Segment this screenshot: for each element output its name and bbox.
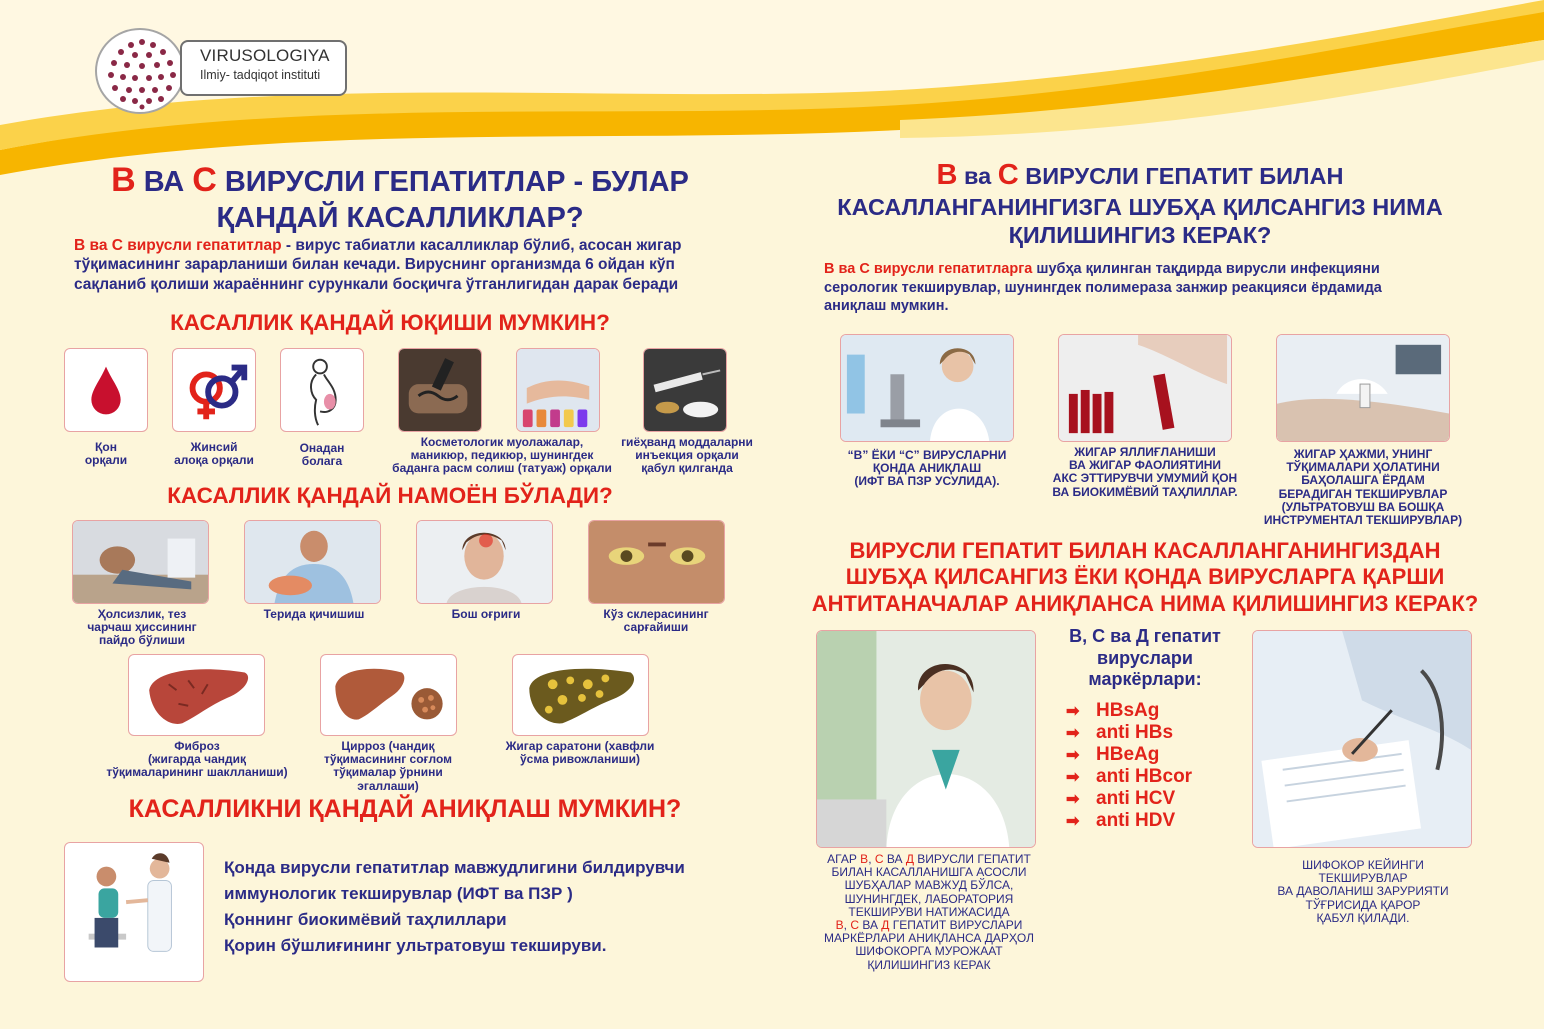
caption-line: ЖИГАР ЯЛЛИҒЛАНИШИ (1074, 445, 1216, 459)
transmission-caption-3 (280, 442, 364, 468)
transmission-caption-4 (378, 436, 626, 476)
intro-text3: сақланиб қолиши жараённинг сурункали босқичга ўтганлигидан дарак беради (74, 275, 679, 293)
title-and: ВА (143, 166, 185, 198)
symptom-caption-1 (62, 608, 222, 648)
arrow-right-icon: ➡ (1066, 769, 1080, 786)
right-intro-text1: шубҳа қилинган тақдирда вирусли инфекцияни (1032, 261, 1380, 277)
blood-tile (64, 348, 148, 432)
caption-line: ВА ЖИГАР ФАОЛИЯТИНИ (1069, 458, 1221, 473)
manicure-tile (516, 348, 600, 432)
headache-tile (416, 520, 553, 604)
right-title-and: ва (964, 163, 992, 189)
caption-line: гиёҳванд моддаларни (621, 435, 753, 449)
action-question (790, 538, 1500, 617)
detection-list (224, 858, 685, 962)
caption-line: ҚИЛИШИНГИЗ КЕРАК (867, 957, 991, 972)
caption-line: тўқималар ўрнини (333, 765, 443, 780)
caption-text: ВИРУСЛИ ГЕПАТИТ (913, 852, 1031, 866)
caption-line: (УЛЬТРАТОВУШ ВА БОШҚА (1281, 499, 1445, 514)
doctor-consultation-photo (817, 631, 1035, 847)
marker-label: anti HCV (1096, 788, 1176, 809)
marker-item (1066, 810, 1192, 832)
detection-line-3: Қоннинг биокимёвий таҳлиллари (224, 910, 507, 929)
marker-item (1066, 700, 1192, 722)
intro-highlight: В ва С вирусли гепатитлар (74, 237, 282, 254)
marker-item (1066, 788, 1192, 810)
caption-letter-d: Д (905, 852, 914, 866)
marker-label: HBsAg (1096, 700, 1160, 721)
right-title-letter-c: С (997, 159, 1019, 191)
cirrhosis-tile (320, 654, 457, 736)
caption-letter-c: С (874, 852, 884, 866)
left-intro (74, 236, 754, 294)
caption-line: “В” ЁКИ “С” ВИРУСЛАРНИ (847, 448, 1007, 462)
marker-label: anti HBcor (1096, 766, 1193, 787)
caption-line: тўқимасининг соғлом (323, 752, 453, 767)
headache-photo (417, 521, 552, 603)
caption-line: Жинсий (190, 440, 238, 454)
caption-line: ИНСТРУМЕНТАЛ ТЕКШИРУВЛАР) (1263, 512, 1463, 527)
caption-line: орқали (84, 453, 128, 468)
drugs-tile (643, 348, 727, 432)
logo-emblem (95, 28, 185, 114)
detection-line-4: Қорин бўшлиғининг ультратовуш текшируви. (224, 936, 607, 955)
caption-and: ВА (859, 917, 882, 932)
caption-line: ТЎҒРИСИДА ҚАРОР (1305, 897, 1421, 912)
blood-drop-icon (65, 349, 147, 431)
caption-line: АКС ЭТТИРУВЧИ УМУМИЙ ҚОН (1052, 471, 1238, 486)
marker-item (1066, 744, 1192, 766)
caption-line: ТЕКШИРУВИ НАТИЖАСИДА (848, 904, 1010, 919)
blood-tubes-photo (1059, 335, 1231, 441)
doctor-tile (816, 630, 1036, 848)
question-line-3: АНТИТАНАЧАЛАР АНИҚЛАНСА НИМА ҚИЛИШИНГИЗ КЕРАК? (811, 590, 1479, 616)
caption-line: Бош оғриги (451, 607, 521, 621)
title-letter-c: С (192, 161, 217, 199)
caption-line: чарчаш ҳиссининг (87, 620, 197, 635)
caption-line: ВА ДАВОЛАНИШ ЗАРУРИЯТИ (1277, 884, 1449, 899)
caption-line: БЕРАДИГАН ТЕКШИРУВЛАР (1278, 486, 1448, 501)
caption-line: болага (301, 454, 343, 469)
detection-line-1: Қонда вирусли гепатитлар мавжудлигини билдирувчи (224, 858, 685, 877)
transmission-caption-2 (160, 441, 268, 467)
caption-letter-b: В (835, 917, 844, 932)
test-caption-1 (820, 449, 1034, 489)
liver-cancer-icon (513, 655, 648, 735)
caption-line: (ИФТ ВА ПЗР УСУЛИДА). (854, 474, 1000, 489)
left-title (60, 160, 740, 236)
manicure-photo (517, 349, 599, 431)
marker-item (1066, 766, 1192, 788)
markers-title-line: вируслари (1097, 647, 1193, 668)
jaundice-tile (588, 520, 725, 604)
logo-name: VIRUSOLOGIYA (200, 46, 330, 65)
caption-line: Терида қичишиш (263, 607, 365, 621)
caption-line: ШУБҲАЛАР МАВЖУД БЎЛСА, (844, 878, 1014, 893)
right-title-line2: КАСАЛЛАНГАНИНГИЗГА ШУБҲА ҚИЛСАНГИЗ НИМА (837, 193, 1443, 220)
symptom-caption-4 (576, 608, 736, 634)
caption-line: алоқа орқали (174, 453, 254, 468)
microscope-photo (841, 335, 1013, 441)
caption-comma: , (843, 917, 851, 932)
blood-test-illustration (65, 843, 203, 981)
itching-photo (245, 521, 380, 603)
caption-line: БИЛАН КАСАЛЛАНИШГА АСОСЛИ (831, 865, 1027, 880)
test-caption-3 (1250, 448, 1476, 527)
arrow-right-icon: ➡ (1066, 791, 1080, 808)
arrow-right-icon: ➡ (1066, 725, 1080, 742)
fatigue-photo (73, 521, 208, 603)
liver-caption-2 (288, 740, 488, 793)
caption-line: инъекция орқали (635, 448, 739, 463)
right-intro-highlight: В ва С вирусли гепатитларга (824, 261, 1033, 277)
tattoo-tile (398, 348, 482, 432)
caption-line: Кўз склерасининг (603, 607, 709, 621)
right-title-letter-b: В (936, 159, 958, 191)
markers-title (1050, 626, 1240, 691)
symptom-caption-3 (406, 608, 566, 621)
virus-dots-icon (105, 36, 179, 110)
caption-line: эгаллаши) (357, 778, 419, 793)
markers-title-line: В, С ва Д гепатит (1069, 626, 1221, 646)
caption-line: қабул қилганда (641, 461, 733, 476)
writing-tile (1252, 630, 1472, 848)
markers-title-line: маркёрлари: (1088, 669, 1202, 690)
right-title (800, 158, 1480, 249)
syringe-drugs-photo (644, 349, 726, 431)
title-line2: ҚАНДАЙ КАСАЛЛИКЛАР? (216, 201, 584, 234)
fibrosis-tile (128, 654, 265, 736)
caption-comma: , (868, 852, 875, 866)
caption-line: ЖИГАР ҲАЖМИ, УНИНГ (1293, 447, 1433, 461)
marker-item (1066, 722, 1192, 744)
fatigue-tile (72, 520, 209, 604)
title-letter-b: В (111, 161, 136, 199)
caption-letter-c: С (850, 917, 859, 932)
fibrosis-liver-icon (129, 655, 264, 735)
caption-line: Онадан (299, 441, 345, 455)
cirrhosis-liver-icon (321, 655, 456, 735)
right-title-line3: ҚИЛИШИНГИЗ КЕРАК? (1008, 221, 1272, 248)
caption-line: Косметологик муолажалар, (420, 435, 584, 449)
caption-line: МАРКЁРЛАРИ АНИҚЛАНСА ДАРҲОЛ (824, 931, 1034, 946)
ultrasound-photo (1277, 335, 1449, 441)
gender-symbols-icon (173, 349, 255, 431)
test-caption-2 (1036, 446, 1254, 499)
intro-text2: тўқимасининг зарарланиши билан кечади. Вируснинг организмда 6 ойдан кўп (74, 256, 675, 274)
caption-line: Ҳолсизлик, тез (97, 607, 187, 621)
caption-line: пайдо бўлиши (98, 633, 186, 648)
caption-letter-d: Д (881, 917, 890, 932)
right-intro-text2: серологик текширувлар, шунингдек полимераза занжир реакцияси ёрдамида (824, 279, 1382, 296)
right-intro (824, 260, 1484, 316)
tattoo-photo (399, 349, 481, 431)
caption-line: ТЕКШИРУВЛАР (1318, 871, 1408, 886)
liver-caption-3 (478, 740, 682, 766)
caption-line: Фиброз (174, 739, 220, 753)
caption-line: (жигарда чандиқ (147, 752, 247, 767)
cancer-tile (512, 654, 649, 736)
microscope-tile (840, 334, 1014, 442)
writing-caption (1250, 859, 1476, 925)
transmission-caption-6 (612, 436, 762, 476)
doctor-caption (806, 853, 1052, 972)
right-intro-text3: аниқлаш мумкин. (824, 298, 949, 315)
caption-line: маникюр, педикюр, шунингдек (410, 448, 594, 463)
doctor-writing-photo (1253, 631, 1471, 847)
caption-text: АГАР (827, 852, 861, 866)
caption-line: БАҲОЛАШГА ЁРДАМ (1301, 473, 1425, 488)
right-title-rest: ВИРУСЛИ ГЕПАТИТ БИЛАН (1025, 163, 1344, 189)
caption-line: ШИФОКОРГА МУРОЖААТ (855, 944, 1003, 959)
caption-text: ГЕПАТИТ ВИРУСЛАРИ (889, 917, 1023, 932)
caption-line: ўсма ривожланиши) (520, 752, 640, 767)
marker-list (1066, 700, 1192, 832)
caption-line: ШИФОКОР КЕЙИНГИ (1302, 858, 1424, 872)
caption-line: баданга расм солиш (татуаж) орқали (392, 461, 612, 476)
symptoms-heading: КАСАЛЛИК ҚАНДАЙ НАМОЁН БЎЛАДИ? (167, 483, 613, 508)
itch-tile (244, 520, 381, 604)
caption-line: Жигар саратони (хавфли (505, 739, 655, 753)
question-line-2: ШУБҲА ҚИЛСАНГИЗ ЁКИ ҚОНДА ВИРУСЛАРГА ҚАРШИ (845, 564, 1445, 590)
arrow-right-icon: ➡ (1066, 703, 1080, 720)
yellow-eyes-photo (589, 521, 724, 603)
caption-line: Цирроз (чандиқ (341, 739, 435, 753)
caption-line: ВА БИОКИМЁВИЙ ТАҲЛИЛЛАР. (1052, 484, 1238, 499)
caption-line: ШУНИНГДЕК, ЛАБОРАТОРИЯ (844, 891, 1014, 906)
caption-line: ҚАБУЛ ҚИЛАДИ. (1316, 910, 1410, 925)
arrow-right-icon: ➡ (1066, 813, 1080, 830)
logo-subtitle: Ilmiy- tadqiqot instituti (200, 68, 321, 82)
blood-tubes-tile (1058, 334, 1232, 442)
caption-line: тўқималарининг шаклланиши) (106, 765, 288, 780)
caption-line: ТЎҚИМАЛАРИ ҲОЛАТИНИ (1286, 460, 1440, 475)
caption-and: ВА (883, 852, 906, 866)
marker-label: anti HBs (1096, 722, 1174, 743)
title-rest: ВИРУСЛИ ГЕПАТИТЛАР - БУЛАР (224, 166, 689, 198)
gender-tile (172, 348, 256, 432)
caption-line: Қон (95, 440, 117, 454)
transmission-heading: КАСАЛЛИК ҚАНДАЙ ЮҚИШИ МУМКИН? (170, 310, 610, 335)
question-line-1: ВИРУСЛИ ГЕПАТИТ БИЛАН КАСАЛЛАНГАНИНГИЗДАН (849, 538, 1441, 563)
caption-line: ҚОНДА АНИҚЛАШ (872, 461, 982, 476)
marker-label: HBeAg (1096, 744, 1160, 765)
marker-label: anti HDV (1096, 810, 1176, 831)
transmission-caption-1 (64, 441, 148, 467)
pregnant-tile (280, 348, 364, 432)
symptom-caption-2 (234, 608, 394, 621)
liver-caption-1 (92, 740, 302, 780)
pregnant-woman-icon (281, 349, 363, 431)
institute-logo (95, 28, 355, 114)
blood-draw-tile (64, 842, 204, 982)
detection-line-2: иммунологик текширувлар (ИФТ ва ПЗР ) (224, 884, 573, 903)
caption-line: сарғайиши (623, 620, 689, 635)
logo-textbox (180, 40, 347, 96)
ultrasound-tile (1276, 334, 1450, 442)
arrow-right-icon: ➡ (1066, 747, 1080, 764)
caption-letter-b: В (860, 852, 869, 866)
detection-heading: КАСАЛЛИКНИ ҚАНДАЙ АНИҚЛАШ МУМКИН? (128, 795, 682, 823)
intro-text1: - вирус табиатли касалликлар бўлиб, асосан жигар (281, 237, 682, 254)
